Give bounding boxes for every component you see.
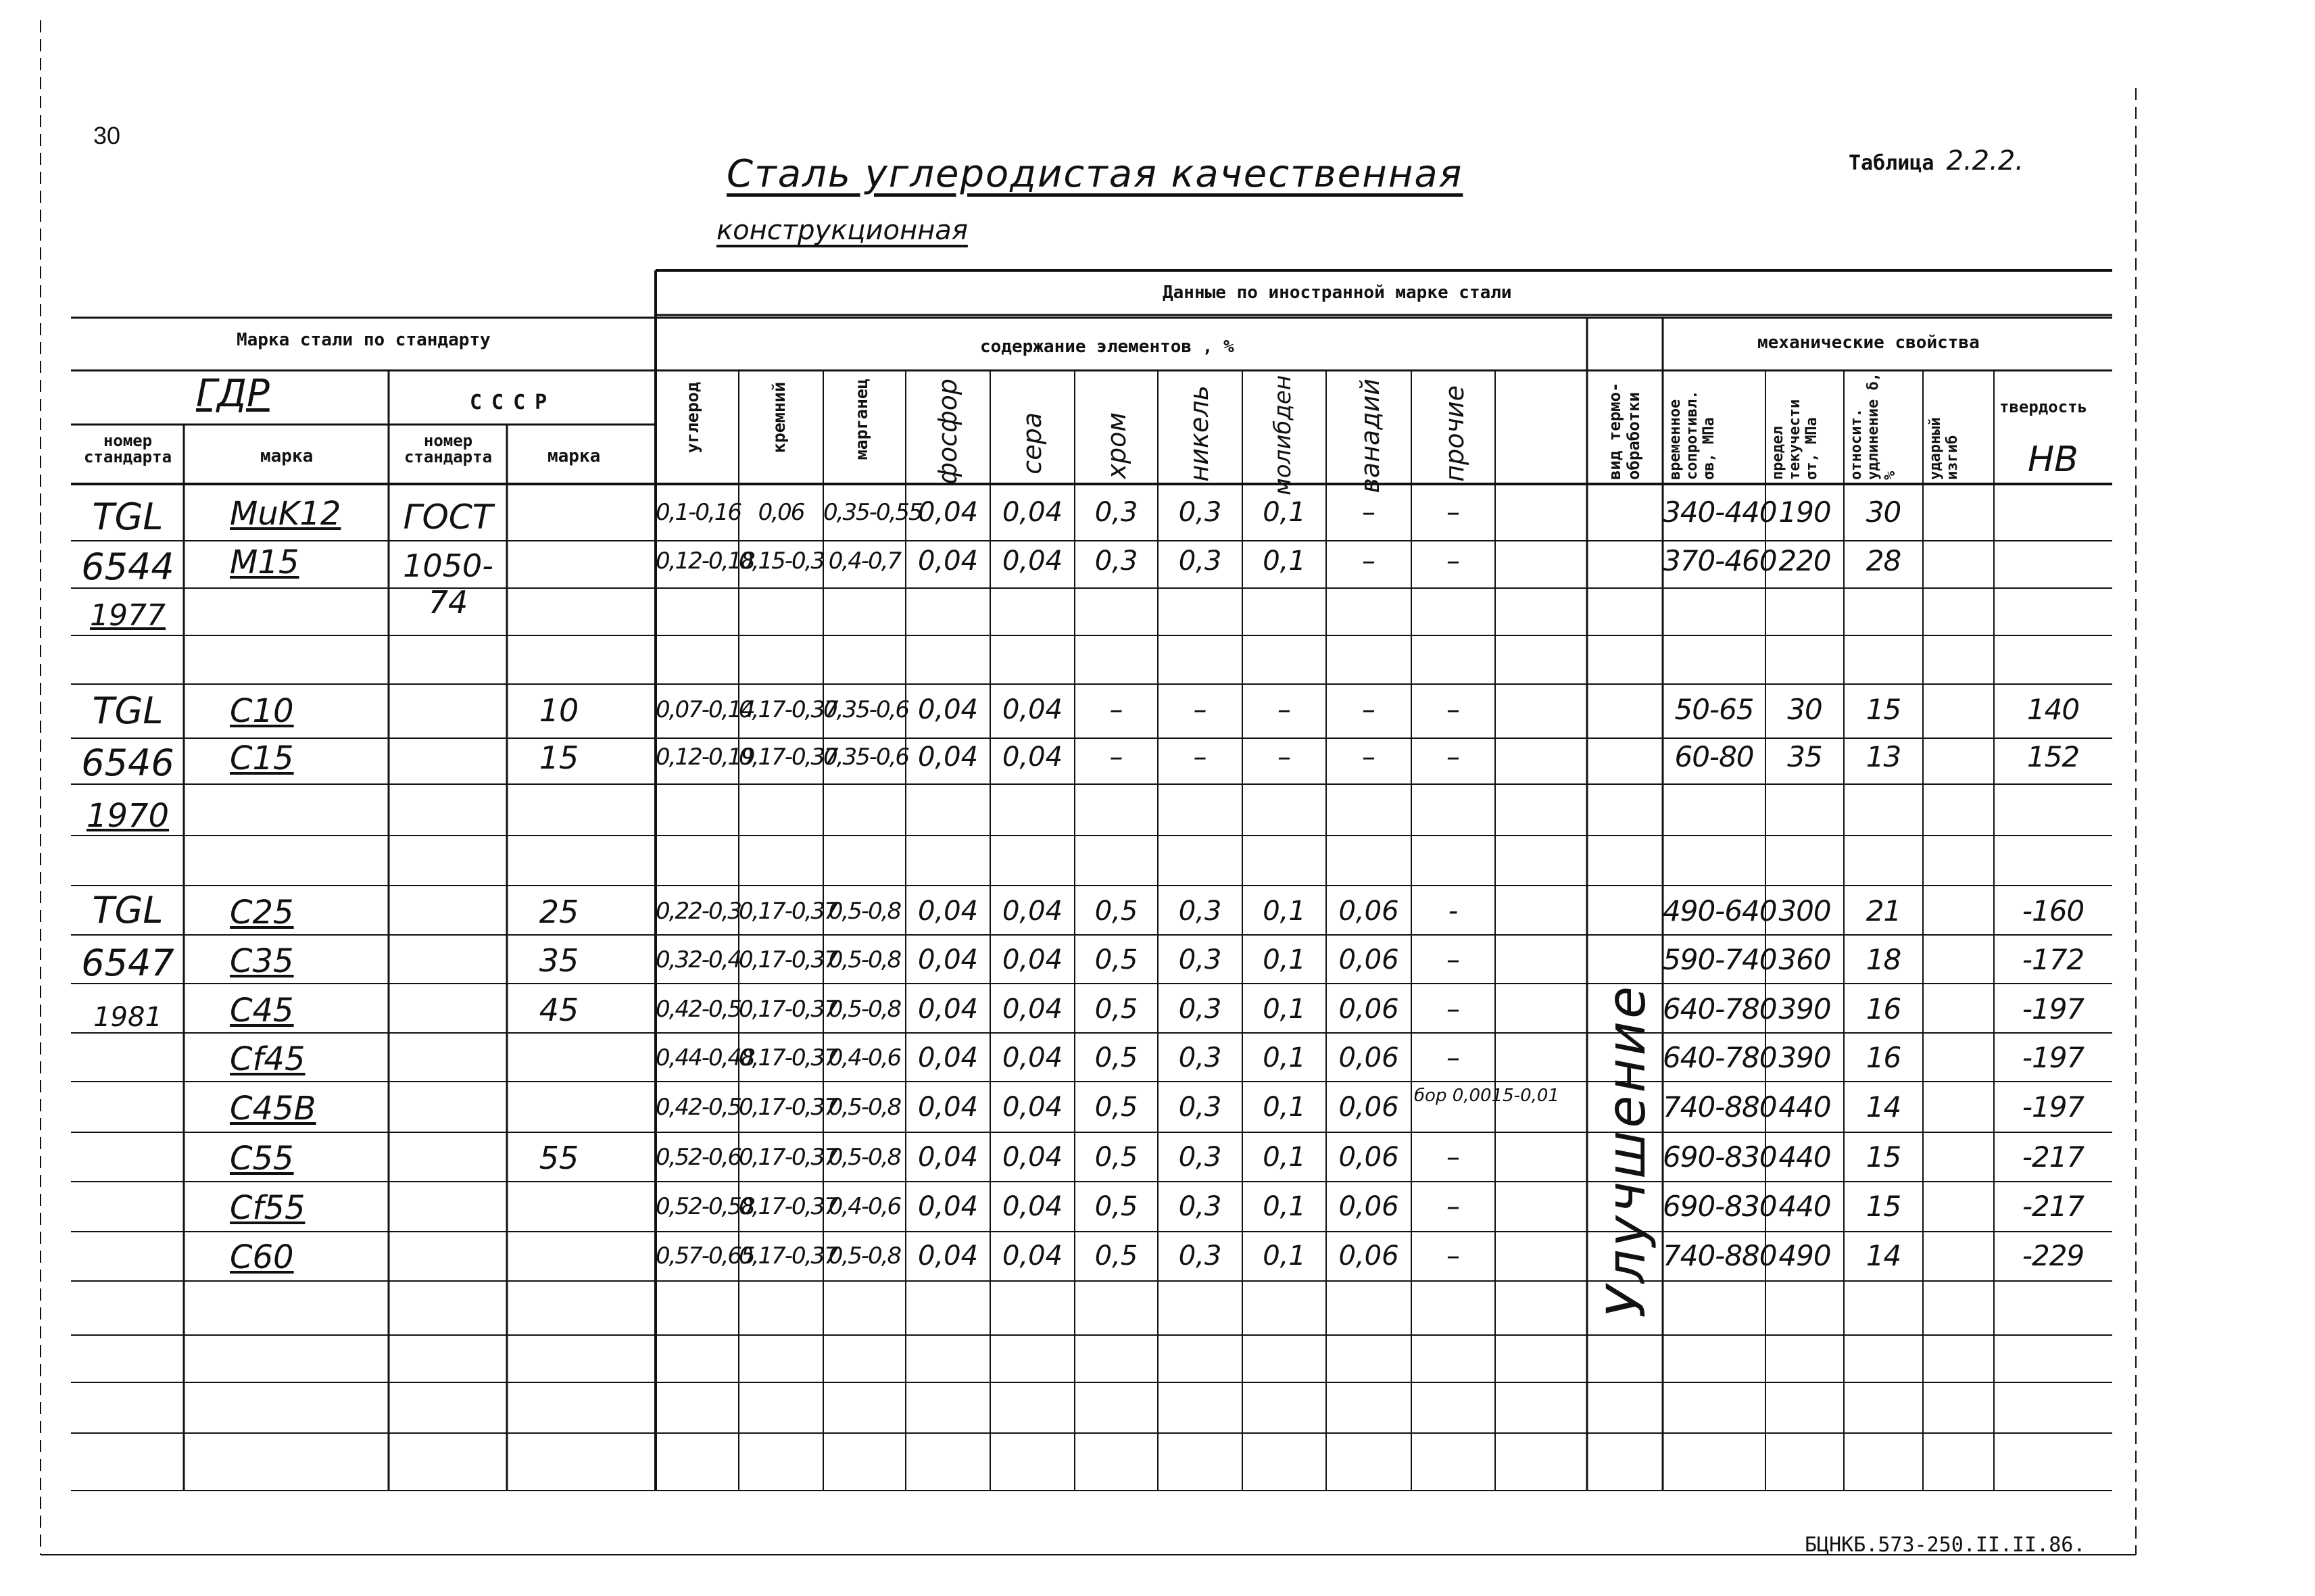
cell-p: 0,04: [917, 944, 979, 975]
cell-s: 0,04: [1002, 944, 1063, 975]
cell-mn: 0,5-0,8: [828, 946, 901, 973]
cell-s: 0,04: [1002, 694, 1063, 725]
cell-hb: 152: [2026, 740, 2080, 773]
group1-ussr-std-line1: ГОСТ: [403, 498, 493, 537]
ussr-grade-cell: 25: [539, 894, 579, 930]
cell-uts: 50-65: [1674, 693, 1754, 726]
cell-si: 0,17-0,37: [739, 1193, 837, 1220]
cell-uts: 590-740: [1663, 943, 1777, 976]
cell-mn: 0,4-0,6: [828, 1193, 901, 1220]
cell-ys: 360: [1778, 943, 1831, 976]
ussr-grade-cell: 45: [539, 992, 579, 1028]
group3-std-line2: 6547: [81, 942, 174, 984]
cell-ys: 390: [1778, 1041, 1831, 1074]
cell-other: –: [1446, 1191, 1460, 1222]
cell-v: 0,06: [1338, 1042, 1399, 1073]
ussr-std-no-header: номер стандарта: [404, 431, 493, 466]
cell-ys: 440: [1778, 1190, 1831, 1223]
cell-ni: 0,3: [1178, 1142, 1222, 1173]
composition-header: содержание элементов , %: [980, 337, 1234, 357]
cell-hb: -197: [2022, 992, 2085, 1025]
group2-std-line2: 6546: [81, 742, 174, 784]
cell-si: 0,17-0,37: [739, 744, 837, 771]
cell-uts: 740-880: [1663, 1239, 1777, 1272]
cell-ys: 220: [1778, 544, 1831, 577]
grade-cell: Cf45: [230, 1040, 306, 1078]
cell-ni: –: [1193, 742, 1207, 773]
cell-mn: 0,35-0,6: [823, 696, 909, 723]
cell-other: -: [1448, 896, 1459, 927]
cell-ni: 0,3: [1178, 1240, 1222, 1272]
mechanical-header: механические свойства: [1757, 333, 1980, 353]
cell-hb: -197: [2022, 1090, 2085, 1123]
cell-cr: 0,5: [1094, 1191, 1138, 1222]
cell-mo: –: [1277, 742, 1291, 773]
grade-cell: C55: [230, 1140, 294, 1178]
cell-mo: 0,1: [1263, 896, 1306, 927]
element-header-other: прочие: [1440, 385, 1469, 482]
cell-el: 15: [1866, 1190, 1901, 1223]
cell-si: 0,17-0,37: [739, 696, 837, 723]
cell-ni: 0,3: [1178, 1042, 1222, 1073]
foreign-data-header: Данные по иностранной марке стали: [1163, 283, 1512, 303]
cell-p: 0,04: [917, 497, 979, 528]
cell-si: 0,17-0,37: [739, 1242, 837, 1269]
grade-cell: C45: [230, 992, 294, 1030]
cell-ys: 30: [1787, 693, 1822, 726]
cell-c: 0,12-0,19: [656, 744, 754, 771]
group1-std-line2: 6544: [81, 546, 174, 588]
grade-cell: C15: [230, 740, 294, 777]
grade-by-standard-header: Марка стали по стандарту: [237, 330, 491, 350]
cell-mo: 0,1: [1263, 1240, 1306, 1272]
cell-ni: 0,3: [1178, 1092, 1222, 1123]
cell-hb: -160: [2022, 894, 2085, 927]
ussr-header: СССР: [470, 391, 557, 414]
document-code: БЦНКБ.573-250.II.II.86.: [1805, 1533, 2086, 1557]
cell-cr: 0,3: [1094, 497, 1138, 528]
cell-cr: 0,5: [1094, 944, 1138, 975]
cell-mo: –: [1277, 694, 1291, 725]
cell-v: –: [1362, 546, 1375, 577]
cell-c: 0,32-0,4: [656, 946, 741, 973]
cell-s: 0,04: [1002, 546, 1063, 577]
cell-el: 30: [1866, 495, 1901, 529]
hb-header: НВ: [2028, 439, 2078, 480]
cell-uts: 640-780: [1663, 1041, 1777, 1074]
group3-std-line3: 1981: [93, 1002, 162, 1033]
cell-uts: 490-640: [1663, 894, 1777, 927]
cell-p: 0,04: [917, 994, 979, 1025]
cell-hb: -217: [2022, 1140, 2085, 1174]
cell-uts: 340-440: [1663, 495, 1777, 529]
cell-ni: 0,3: [1178, 497, 1222, 528]
cell-el: 16: [1866, 1041, 1901, 1074]
cell-c: 0,1-0,16: [656, 499, 741, 526]
cell-mo: 0,1: [1263, 1042, 1306, 1073]
cell-cr: 0,5: [1094, 1042, 1138, 1073]
cell-el: 21: [1866, 894, 1901, 927]
cell-c: 0,57-0,65: [656, 1242, 754, 1269]
cell-p: 0,04: [917, 1240, 979, 1272]
cell-el: 13: [1866, 740, 1901, 773]
cell-si: 0,17-0,37: [739, 1044, 837, 1071]
cell-ys: 35: [1787, 740, 1822, 773]
heat-treatment-value: Улучшение: [1597, 984, 1657, 1318]
cell-other: –: [1446, 742, 1460, 773]
cell-cr: 0,5: [1094, 1142, 1138, 1173]
group3-std-line1: TGL: [92, 889, 164, 932]
page-number: 30: [93, 122, 121, 149]
cell-mo: 0,1: [1263, 546, 1306, 577]
cell-si: 0,15-0,3: [739, 548, 825, 575]
cell-el: 14: [1866, 1239, 1901, 1272]
cell-v: 0,06: [1338, 1092, 1399, 1123]
cell-v: 0,06: [1338, 944, 1399, 975]
ussr-grade-cell: 15: [539, 740, 579, 776]
cell-c: 0,42-0,5: [656, 996, 741, 1023]
page-title: Сталь углеродистая качественная: [727, 152, 1463, 196]
cell-si: 0,06: [758, 499, 804, 526]
cell-p: 0,04: [917, 546, 979, 577]
cell-s: 0,04: [1002, 1042, 1063, 1073]
cell-p: 0,04: [917, 1042, 979, 1073]
cell-mn: 0,4-0,7: [828, 548, 901, 575]
cell-other: –: [1446, 694, 1460, 725]
cell-uts: 370-460: [1663, 544, 1777, 577]
cell-mn: 0,5-0,8: [828, 996, 901, 1023]
cell-cr: 0,3: [1094, 546, 1138, 577]
cell-ys: 490: [1778, 1239, 1831, 1272]
cell-hb: -197: [2022, 1041, 2085, 1074]
cell-p: 0,04: [917, 742, 979, 773]
element-header-c: углерод: [683, 382, 702, 454]
grade-cell: Cf55: [230, 1189, 306, 1227]
cell-mn: 0,35-0,6: [823, 744, 909, 771]
element-header-cr: хром: [1102, 412, 1131, 479]
cell-el: 15: [1866, 1140, 1901, 1174]
cell-ni: 0,3: [1178, 944, 1222, 975]
cell-s: 0,04: [1002, 497, 1063, 528]
cell-uts: 60-80: [1674, 740, 1754, 773]
cell-mo: 0,1: [1263, 1142, 1306, 1173]
cell-cr: 0,5: [1094, 896, 1138, 927]
cell-ys: 440: [1778, 1140, 1831, 1174]
cell-uts: 690-830: [1663, 1140, 1777, 1174]
cell-v: –: [1362, 694, 1375, 725]
cell-cr: –: [1109, 694, 1123, 725]
cell-ni: 0,3: [1178, 1191, 1222, 1222]
cell-hb: -217: [2022, 1190, 2085, 1223]
ussr-grade-cell: 55: [539, 1140, 579, 1176]
cell-c: 0,07-0,14: [656, 696, 754, 723]
cell-cr: 0,5: [1094, 994, 1138, 1025]
cell-p: 0,04: [917, 1142, 979, 1173]
cell-other: бор 0,0015-0,01: [1414, 1086, 1559, 1106]
cell-mn: 0,5-0,8: [828, 1144, 901, 1171]
cell-s: 0,04: [1002, 742, 1063, 773]
cell-hb: -172: [2022, 943, 2085, 976]
gdr-std-no-header: номер стандарта: [83, 431, 172, 466]
element-header-v: ванадий: [1355, 379, 1385, 493]
cell-si: 0,17-0,37: [739, 946, 837, 973]
cell-mn: 0,35-0,55: [823, 499, 922, 526]
cell-s: 0,04: [1002, 1191, 1063, 1222]
cell-p: 0,04: [917, 1191, 979, 1222]
grade-cell: C10: [230, 692, 294, 730]
cell-ni: –: [1193, 694, 1207, 725]
cell-p: 0,04: [917, 896, 979, 927]
element-header-si: кремний: [769, 382, 789, 454]
table-label: Таблица: [1849, 151, 1934, 175]
cell-mn: 0,4-0,6: [828, 1044, 901, 1071]
cell-cr: –: [1109, 742, 1123, 773]
cell-si: 0,17-0,37: [739, 1144, 837, 1171]
cell-si: 0,17-0,37: [739, 996, 837, 1023]
element-header-p: фосфор: [933, 379, 962, 485]
mech-header-el: относит. удлинение δ, %: [1848, 372, 1899, 480]
element-header-s: сера: [1017, 412, 1047, 475]
cell-v: 0,06: [1338, 1240, 1399, 1272]
grade-cell: C35: [230, 942, 294, 980]
cell-c: 0,12-0,18: [656, 548, 754, 575]
cell-s: 0,04: [1002, 1142, 1063, 1173]
element-header-ni: никель: [1184, 385, 1214, 482]
cell-cr: 0,5: [1094, 1240, 1138, 1272]
cell-p: 0,04: [917, 694, 979, 725]
cell-mn: 0,5-0,8: [828, 1094, 901, 1121]
page-subtitle: конструкционная: [716, 215, 968, 246]
cell-v: 0,06: [1338, 896, 1399, 927]
hardness-header: твердость: [1999, 397, 2088, 416]
cell-uts: 640-780: [1663, 992, 1777, 1025]
cell-mn: 0,5-0,8: [828, 898, 901, 925]
cell-v: –: [1362, 742, 1375, 773]
ussr-grade-cell: 10: [539, 692, 579, 729]
cell-other: –: [1446, 994, 1460, 1025]
gdr-grade-header: марка: [260, 446, 314, 466]
cell-ys: 190: [1778, 495, 1831, 529]
grade-cell: C45B: [230, 1090, 316, 1128]
cell-c: 0,52-0,6: [656, 1144, 741, 1171]
cell-p: 0,04: [917, 1092, 979, 1123]
cell-c: 0,52-0,58: [656, 1193, 754, 1220]
element-header-mn: марганец: [852, 379, 871, 460]
cell-ys: 390: [1778, 992, 1831, 1025]
cell-mo: 0,1: [1263, 497, 1306, 528]
cell-mo: 0,1: [1263, 1191, 1306, 1222]
cell-mo: 0,1: [1263, 994, 1306, 1025]
cell-c: 0,42-0,5: [656, 1094, 741, 1121]
cell-uts: 690-830: [1663, 1190, 1777, 1223]
grade-cell: C25: [230, 894, 294, 932]
cell-other: –: [1446, 1142, 1460, 1173]
cell-ni: 0,3: [1178, 994, 1222, 1025]
group1-std-line3: 1977: [90, 598, 166, 633]
cell-mo: 0,1: [1263, 944, 1306, 975]
cell-el: 28: [1866, 544, 1901, 577]
cell-hb: -229: [2022, 1239, 2085, 1272]
cell-other: –: [1446, 944, 1460, 975]
cell-s: 0,04: [1002, 994, 1063, 1025]
gdr-header: ГДР: [196, 372, 270, 416]
cell-hb: 140: [2026, 693, 2080, 726]
cell-c: 0,44-0,48: [656, 1044, 754, 1071]
cell-el: 16: [1866, 992, 1901, 1025]
cell-v: 0,06: [1338, 1142, 1399, 1173]
cell-ys: 440: [1778, 1090, 1831, 1123]
cell-s: 0,04: [1002, 896, 1063, 927]
ussr-grade-header: марка: [547, 446, 601, 466]
group2-std-line1: TGL: [92, 690, 164, 732]
cell-v: 0,06: [1338, 1191, 1399, 1222]
cell-uts: 740-880: [1663, 1090, 1777, 1123]
cell-ni: 0,3: [1178, 546, 1222, 577]
grade-cell: C60: [230, 1238, 294, 1276]
cell-el: 14: [1866, 1090, 1901, 1123]
cell-el: 18: [1866, 943, 1901, 976]
cell-s: 0,04: [1002, 1240, 1063, 1272]
group2-std-line3: 1970: [86, 797, 170, 835]
cell-c: 0,22-0,3: [656, 898, 741, 925]
mech-header-ys: предел текучести σт, МПа: [1770, 399, 1820, 480]
cell-el: 15: [1866, 693, 1901, 726]
cell-other: –: [1446, 1240, 1460, 1272]
cell-si: 0,17-0,37: [739, 898, 837, 925]
cell-ni: 0,3: [1178, 896, 1222, 927]
cell-mo: 0,1: [1263, 1092, 1306, 1123]
cell-mn: 0,5-0,8: [828, 1242, 901, 1269]
cell-other: –: [1446, 1042, 1460, 1073]
cell-other: –: [1446, 497, 1460, 528]
group1-ussr-std-line2: 1050-74: [403, 548, 493, 621]
cell-ys: 300: [1778, 894, 1831, 927]
cell-v: –: [1362, 497, 1375, 528]
cell-si: 0,17-0,37: [739, 1094, 837, 1121]
table-number-value: 2.2.2.: [1946, 145, 2024, 176]
cell-s: 0,04: [1002, 1092, 1063, 1123]
mech-header-uts: временное сопротивл. σв, МПа: [1667, 390, 1717, 480]
grade-cell: M15: [230, 543, 299, 581]
grade-cell: MuK12: [230, 495, 341, 533]
heat-treatment-header: вид термо-обработки: [1605, 382, 1643, 480]
cell-v: 0,06: [1338, 994, 1399, 1025]
element-header-mo: молибден: [1269, 375, 1296, 495]
cell-other: –: [1446, 546, 1460, 577]
cell-cr: 0,5: [1094, 1092, 1138, 1123]
ussr-grade-cell: 35: [539, 942, 579, 979]
group1-std-line1: TGL: [92, 495, 164, 538]
mech-header-impact: ударный изгиб: [1927, 417, 1961, 480]
